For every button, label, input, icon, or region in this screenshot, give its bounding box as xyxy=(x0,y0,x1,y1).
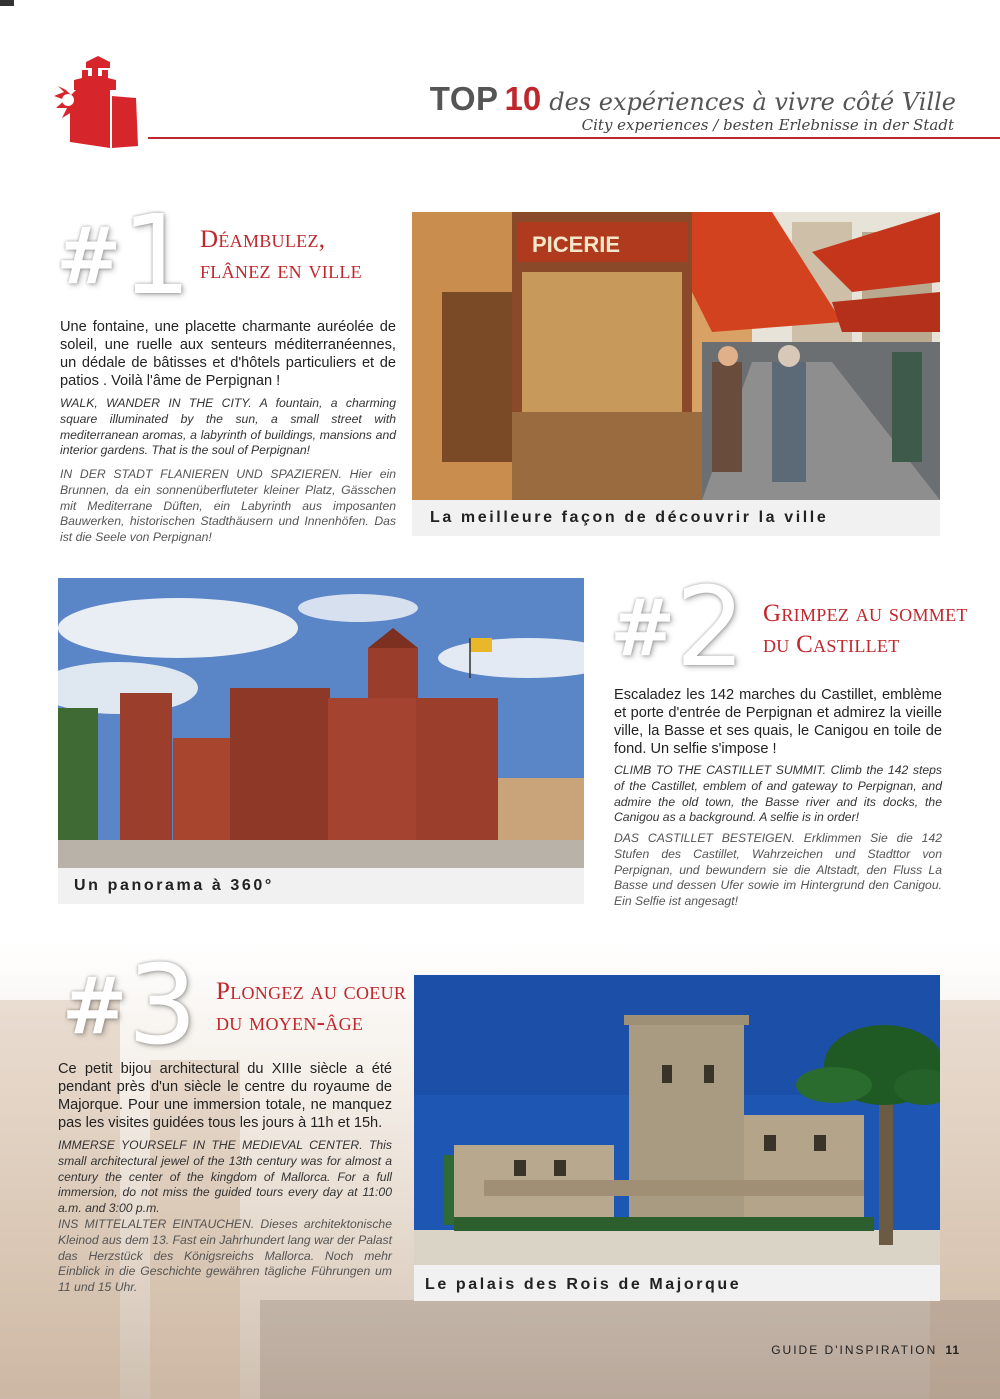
section-title-line: du Castillet xyxy=(763,631,900,658)
page-number: 11 xyxy=(945,1343,960,1357)
section-text-de: DAS CASTILLET BESTEIGEN. Erklimmen Sie die 142 Stufen des Castillet, Wahrzeichen und Stadttor von Perpignan, und bewundern sie die Altstadt, den Fluss La Basse und dessen Ufer sowie im Hintergrund den Canigou. Ein Selfie ist angesagt! xyxy=(614,831,942,909)
hash-sign: # xyxy=(56,212,122,302)
hash-sign: # xyxy=(62,962,128,1052)
section-text-de: INS MITTELALTER EINTAUCHEN. Dieses architektonische Kleinod aus dem 13. Fast ein Jahrhundert lang war der Palast das Herzstück des Königsreichs Mallorca. Noch mehr Einblick in die Geschichte gewähren tägliche Führungen um 11 und 15 Uhr. xyxy=(58,1217,392,1295)
section-text-en: IMMERSE YOURSELF IN THE MEDIEVAL CENTER. This small architectural jewel of the 13th century was for almost a century the center of the kingdom of Mallorca. For a full immersion, do not miss the guided tours every day at 11:00 a.m. and 3:00 p.m. xyxy=(58,1138,392,1216)
section-title-line: du moyen-âge xyxy=(216,1009,364,1036)
section-title-line: Déambulez, xyxy=(200,226,326,253)
title-top: TOP xyxy=(429,80,499,117)
title-script: des expériences à vivre côté Ville xyxy=(549,88,956,116)
section-text-fr: Ce petit bijou architectural du XIIIe siècle a été pendant près d'un siècle le centre du royaume de Majorque. Pour une immersion totale, ne manquez pas les visites guidées tous les jours à 11h et 15h. xyxy=(58,1061,392,1131)
section-number-3 xyxy=(62,941,198,1069)
number-digit: 3 xyxy=(127,941,198,1069)
photo-caption: Le palais des Rois de Majorque xyxy=(425,1276,742,1293)
castillet-photo xyxy=(58,578,584,868)
section-text-fr: Escaladez les 142 marches du Castillet, emblème et porte d'entrée de Perpignan et admirez la vieille ville, la Basse et ses quais, le Canigou en toile de fond. Un selfie s'impose ! xyxy=(614,687,942,757)
market-street-photo xyxy=(412,212,940,500)
number-digit: 1 xyxy=(121,191,192,319)
photo-caption: La meilleure façon de découvrir la ville xyxy=(430,509,829,526)
hash-sign: # xyxy=(610,584,676,674)
section-title-line: Grimpez au sommet xyxy=(763,600,968,627)
page-subtitle: City experiences / besten Erlebnisse in der Stadt xyxy=(581,116,954,134)
shop-sign-text: PICERIE xyxy=(532,232,621,257)
section-title-1 xyxy=(200,224,362,286)
title-ten: 10 xyxy=(504,80,542,117)
photo-caption: Un panorama à 360° xyxy=(74,877,274,894)
corner-mark xyxy=(0,0,14,6)
section-number-2 xyxy=(610,563,746,691)
section-text-en: CLIMB TO THE CASTILLET SUMMIT. Climb the 142 steps of the Castillet, emblem of and gateway to Perpignan, and admire the old town, the Basse river and its docks, the Canigou as a background. A selfie is in order! xyxy=(614,763,942,825)
palace-photo xyxy=(414,975,940,1265)
footer-label: GUIDE D'INSPIRATION xyxy=(771,1343,938,1357)
page-title xyxy=(430,80,956,118)
section-text-de: IN DER STADT FLANIEREN UND SPAZIEREN. Hier ein Brunnen, da ein sonnenüberfluteter kleiner Platz, Gässchen mit Mediterrane Düften, ein Labyrinth aus imposanten Bauwerken, historischen Stadthäusern und Innenhöfen. Das ist die Seele von Perpignan! xyxy=(60,467,396,545)
section-title-line: flânez en ville xyxy=(200,257,362,284)
castillet-logo-icon xyxy=(52,56,142,150)
section-title-line: Plongez au coeur xyxy=(216,978,407,1005)
section-title-3 xyxy=(216,976,406,1038)
header-divider xyxy=(148,137,1000,139)
number-digit: 2 xyxy=(675,563,746,691)
section-text-en: WALK, WANDER IN THE CITY. A fountain, a charming square illuminated by the sun, a small street with mediterranean aromas, a labyrinth of buildings, mansions and interior gardens. That is the soul of Perpignan! xyxy=(60,396,396,458)
section-text-fr: Une fontaine, une placette charmante auréolée de soleil, une ruelle aux senteurs méditerranéennes, un dédale de bâtisses et d'hôtels particuliers et de patios . Voilà l'âme de Perpignan ! xyxy=(60,319,396,389)
section-title-2 xyxy=(763,598,968,660)
page-footer xyxy=(771,1343,960,1357)
section-number-1 xyxy=(56,191,192,319)
